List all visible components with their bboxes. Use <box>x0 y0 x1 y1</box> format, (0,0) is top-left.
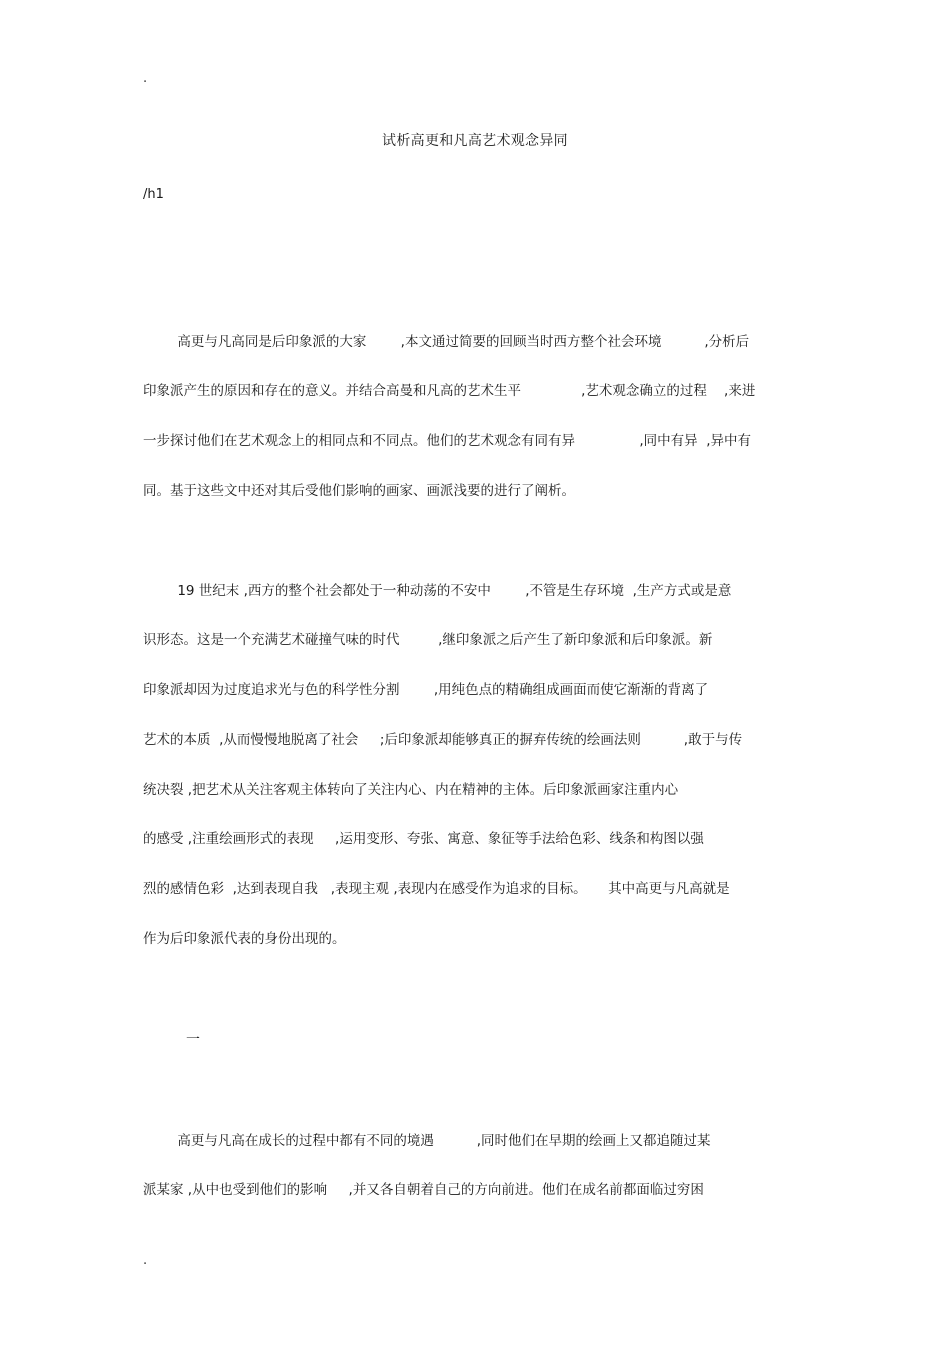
paragraph-2-line-3: 印象派却因为过度追求光与色的科学性分割 ,用纯色点的精确组成画面而使它渐渐的背离了 <box>143 682 709 698</box>
h1-marker: /h1 <box>143 187 164 202</box>
paragraph-2-line-1: 19 世纪末 ,西方的整个社会都处于一种动荡的不安中 ,不管是生存环境 ,生产方式或是意 <box>143 583 732 599</box>
paragraph-2-line-8: 作为后印象派代表的身份出现的。 <box>143 931 346 947</box>
paragraph-2-line-5: 统决裂 ,把艺术从关注客观主体转向了关注内心、内在精神的主体。后印象派画家注重内心 <box>143 782 679 798</box>
paragraph-2-line-2: 识形态。这是一个充满艺术碰撞气味的时代 ,继印象派之后产生了新印象派和后印象派。新 <box>143 632 713 648</box>
paragraph-2-line-4: 艺术的本质 ,从而慢慢地脱离了社会 ;后印象派却能够真正的摒弃传统的绘画法则 ,敢于与传 <box>143 732 743 748</box>
paragraph-2-line-6: 的感受 ,注重绘画形式的表现 ,运用变形、夸张、寓意、象征等手法给色彩、线条和构图以强 <box>143 831 704 847</box>
paragraph-1-line-1: 高更与凡高同是后印象派的大家 ,本文通过简要的回顾当时西方整个社会环境 ,分析后 <box>143 334 750 350</box>
paragraph-2-line-7: 烈的感情色彩 ,达到表现自我 ,表现主观 ,表现内在感受作为追求的目标。 其中高更与凡高就是 <box>143 881 730 897</box>
header-dot: . <box>143 71 148 86</box>
paragraph-1-line-3: 一步探讨他们在艺术观念上的相同点和不同点。他们的艺术观念有同有异 ,同中有异 ,异中有 <box>143 433 752 449</box>
footer-dot: . <box>143 1253 148 1268</box>
section-heading: 一 <box>186 1032 200 1048</box>
paragraph-3-line-2: 派某家 ,从中也受到他们的影响 ,并又各自朝着自己的方向前进。他们在成名前都面临过穷困 <box>143 1182 704 1198</box>
document-title: 试析高更和凡高艺术观念异同 <box>382 133 568 149</box>
paragraph-1-line-2: 印象派产生的原因和存在的意义。并结合高曼和凡高的艺术生平 ,艺术观念确立的过程 ,来进 <box>143 383 756 399</box>
paragraph-1-line-4: 同。基于这些文中还对其后受他们影响的画家、画派浅要的进行了阐析。 <box>143 483 575 499</box>
paragraph-3-line-1: 高更与凡高在成长的过程中都有不同的境遇 ,同时他们在早期的绘画上又都追随过某 <box>143 1133 711 1149</box>
